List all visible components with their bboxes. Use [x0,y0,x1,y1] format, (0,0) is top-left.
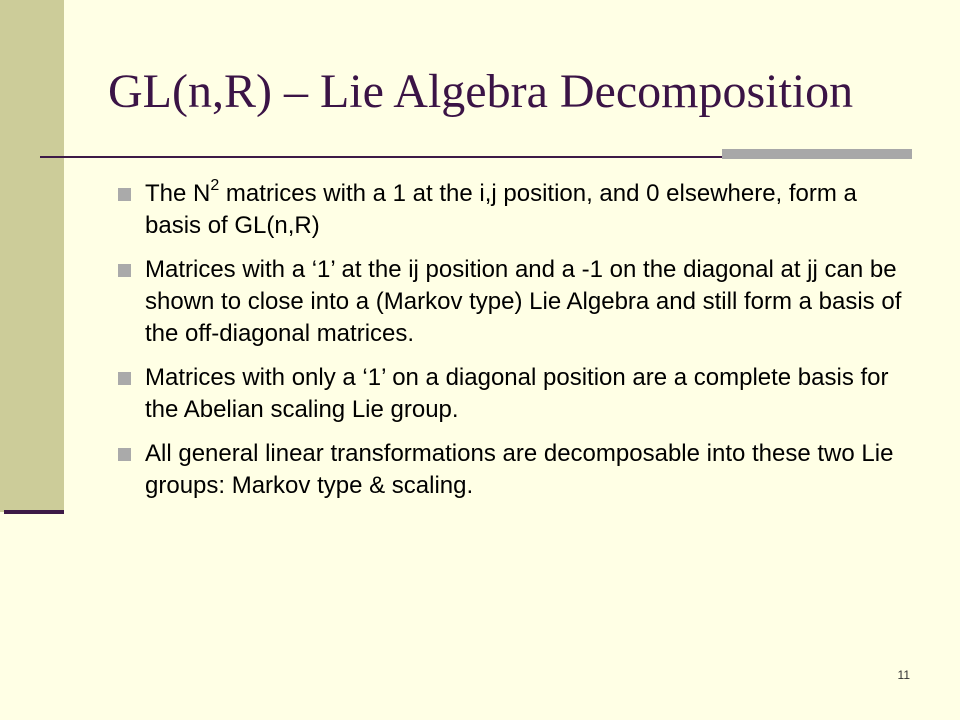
title-accent-bar [722,149,912,159]
bullet-item-scaling [118,362,918,426]
superscript: 2 [210,177,220,194]
left-decorative-band [0,0,64,512]
square-bullet-icon [118,264,131,277]
bullet-text-prefix: The N [145,180,211,207]
slide-title: GL(n,R) – Lie Algebra Decomposition [108,65,854,118]
bullet-text-rest: matrices with a 1 at the i,j position, and 0 elsewhere, form a basis of GL(n,R) [145,180,857,239]
bullet-item-basis [118,178,918,242]
bullet-item-markov [118,254,918,350]
bullet-text: Matrices with a ‘1’ at the ij position and a -1 on the diagonal at jj can be shown to close into a (Markov type) Lie Algebra and still form a basis of the off-diagonal matrices. [145,256,902,347]
bullet-item-decomposition [118,438,918,502]
bullet-text [145,177,857,239]
square-bullet-icon [118,188,131,201]
bullet-text: All general linear transformations are decomposable into these two Lie groups: Markov type & scaling. [145,440,894,499]
bullet-text: Matrices with only a ‘1’ on a diagonal position are a complete basis for the Abelian scaling Lie group. [145,364,889,423]
square-bullet-icon [118,448,131,461]
slide-number: 11 [897,668,910,682]
bullet-list [118,178,918,514]
left-band-rule [4,510,64,514]
square-bullet-icon [118,372,131,385]
